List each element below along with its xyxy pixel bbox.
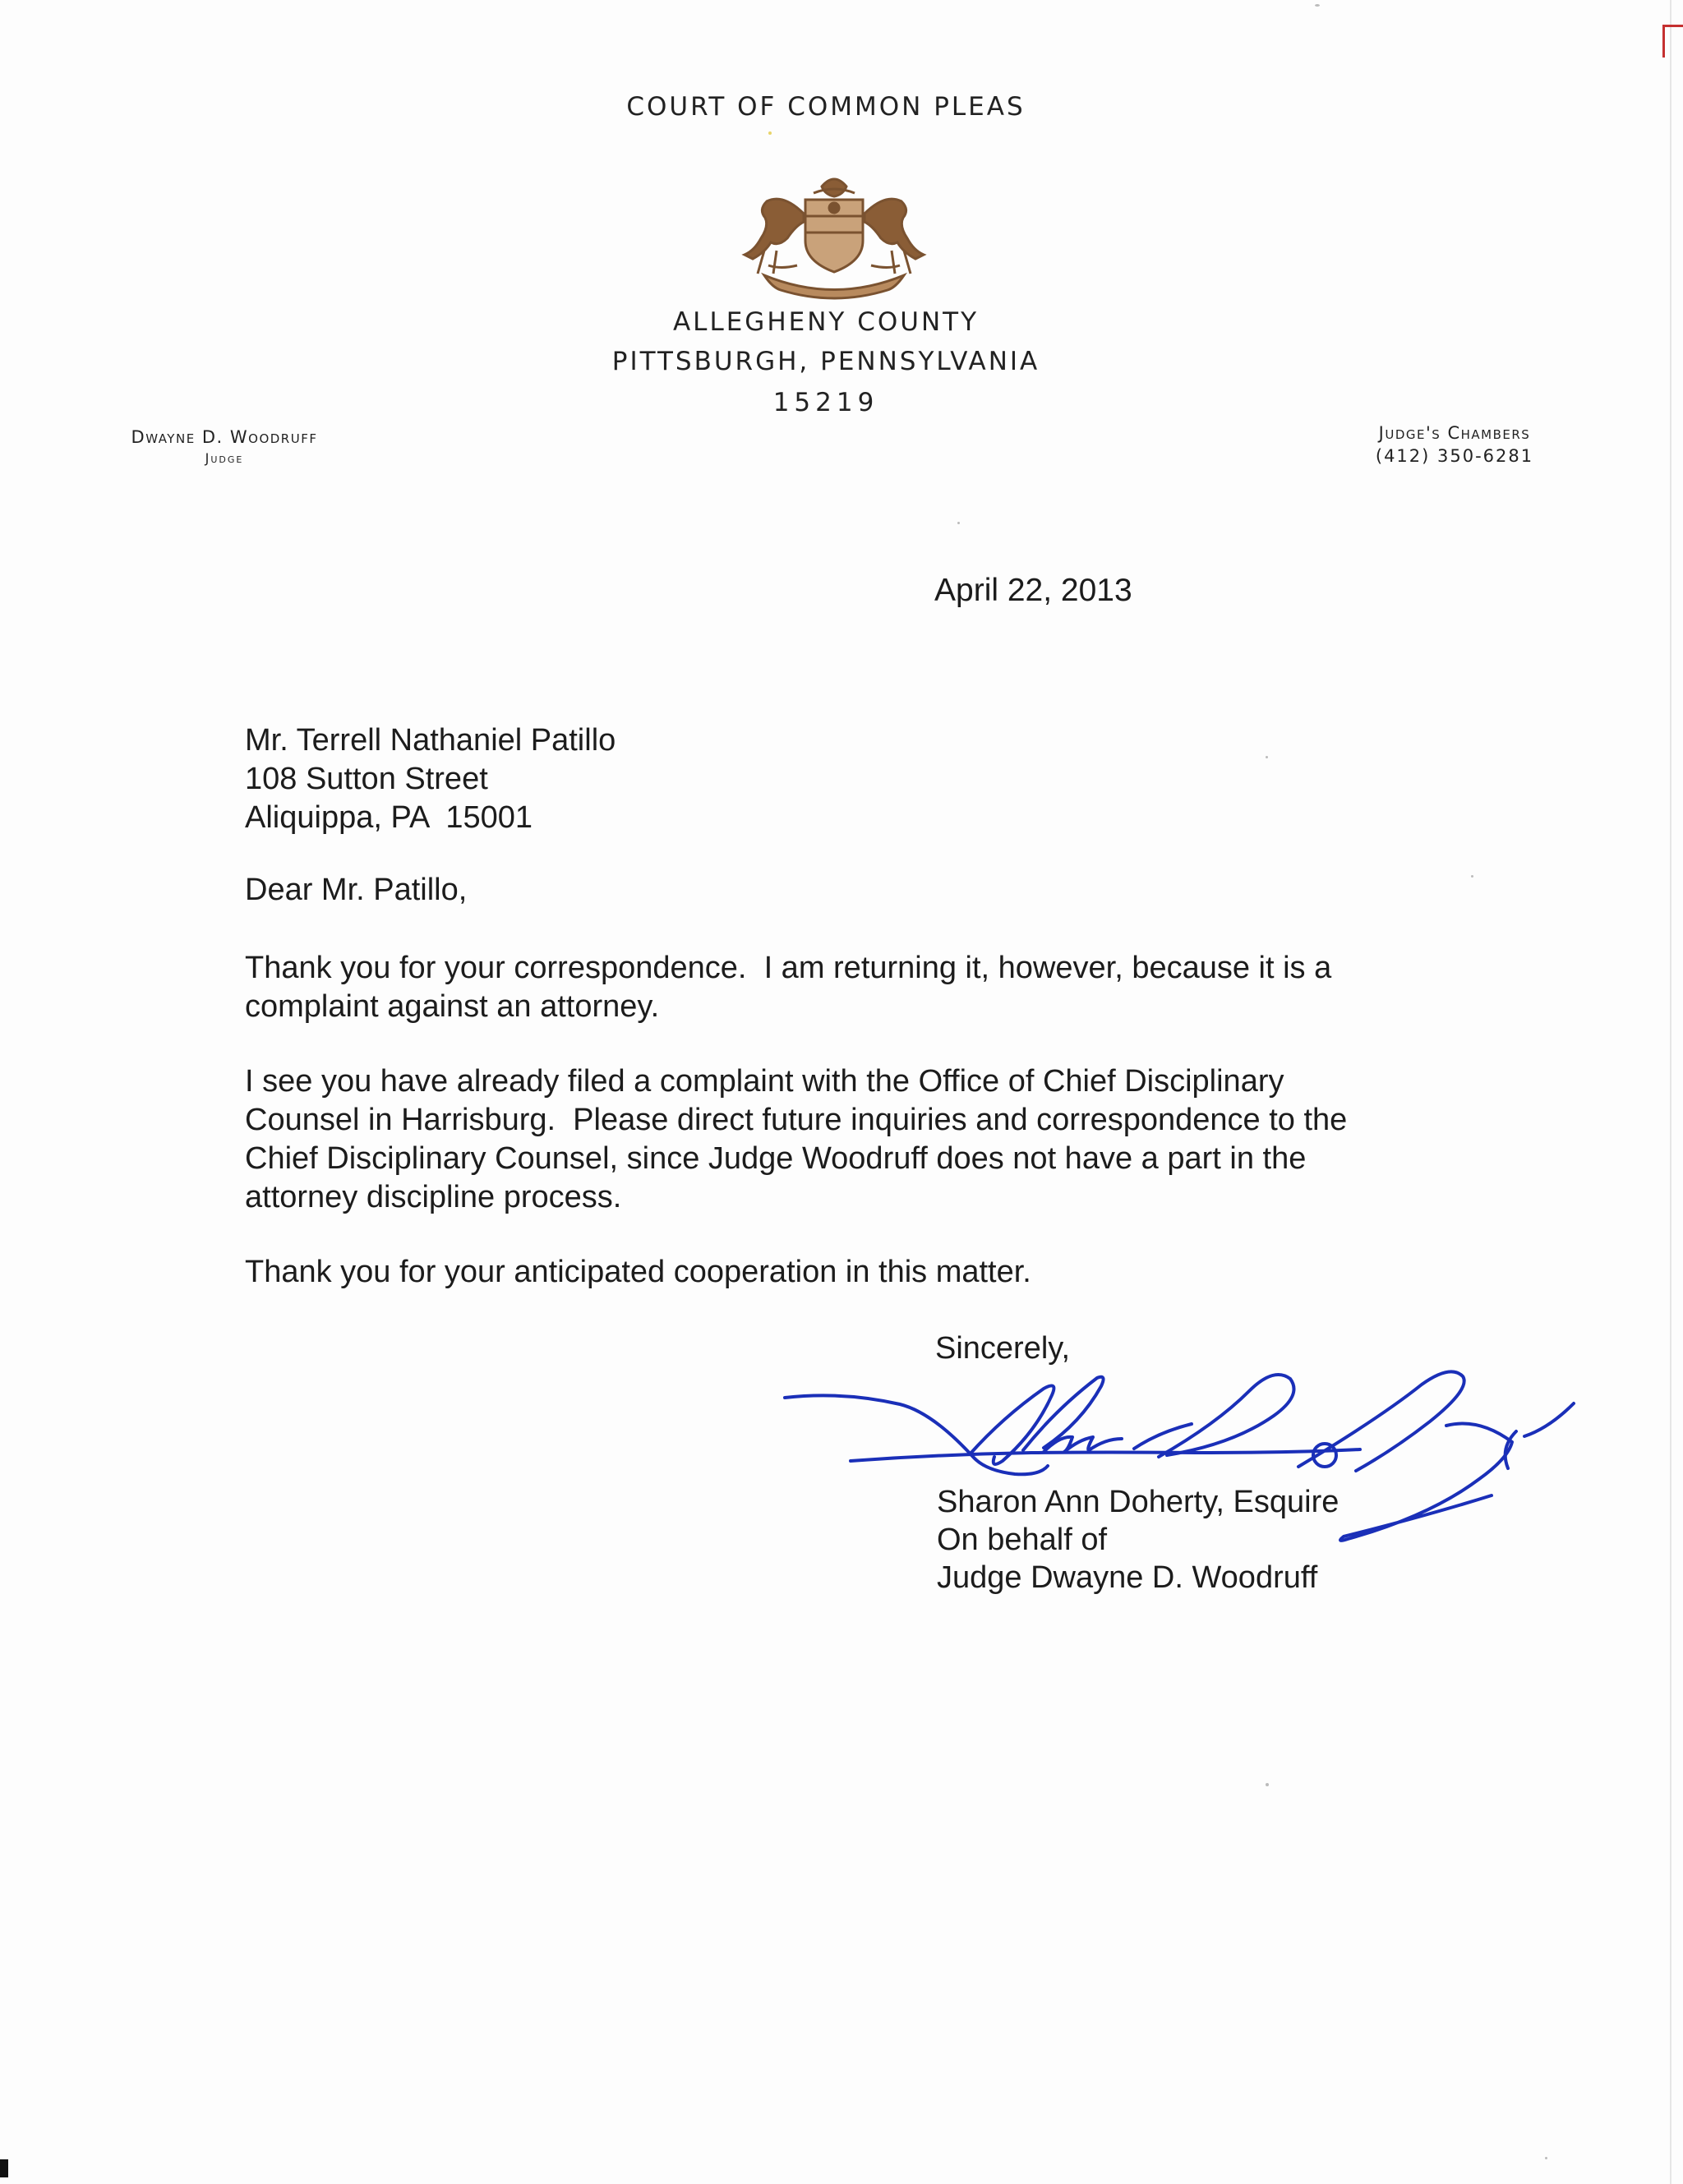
scan-speck — [1266, 1783, 1269, 1786]
recipient-address — [245, 721, 616, 837]
paragraph-3 — [245, 1253, 1478, 1292]
paragraph-2 — [245, 1062, 1478, 1217]
paragraph-line: Chief Disciplinary Counsel, since Judge Woodruff does not have a part in the — [245, 1141, 1307, 1176]
scan-edge-mark-vertical — [1662, 25, 1665, 58]
paragraph-line: Counsel in Harrisburg. Please direct future inquiries and correspondence to the — [245, 1103, 1348, 1137]
scan-edge-mark — [1663, 25, 1683, 27]
pennsylvania-coat-of-arms-seal-icon — [731, 168, 937, 300]
letter-date: April 22, 2013 — [934, 573, 1132, 608]
chambers-block — [1323, 423, 1586, 466]
paragraph-1 — [245, 949, 1478, 1026]
signer-behalf: On behalf of — [937, 1523, 1108, 1557]
chambers-label: Judge's Chambers — [1378, 423, 1531, 443]
handwritten-signature-icon — [772, 1352, 1594, 1557]
scan-speck — [957, 522, 960, 524]
paragraph-line: complaint against an attorney. — [245, 989, 660, 1024]
scan-speck — [1266, 756, 1268, 758]
judge-name-block — [89, 427, 360, 466]
closing: Sincerely, — [935, 1331, 1071, 1366]
judge-title: Judge — [205, 450, 244, 466]
judge-name: Dwayne D. Woodruff — [131, 427, 318, 447]
scan-edge-line — [1670, 0, 1671, 2184]
recipient-name: Mr. Terrell Nathaniel Patillo — [245, 723, 616, 758]
city-state: PITTSBURGH, PENNSYLVANIA — [611, 347, 1040, 376]
zip-code: 15219 — [772, 388, 879, 417]
signer-name: Sharon Ann Doherty, Esquire — [937, 1485, 1339, 1519]
paragraph-line: Thank you for your correspondence. I am returning it, however, because it is a — [245, 951, 1332, 985]
paragraph-line: I see you have already filed a complaint with the Office of Chief Disciplinary — [245, 1064, 1284, 1099]
scan-speck — [1545, 2157, 1547, 2159]
salutation: Dear Mr. Patillo, — [245, 873, 468, 907]
scan-speck — [768, 131, 772, 135]
signer-judge: Judge Dwayne D. Woodruff — [937, 1560, 1318, 1595]
scan-speck — [1315, 4, 1320, 7]
paragraph-line: attorney discipline process. — [245, 1180, 622, 1214]
recipient-street: 108 Sutton Street — [245, 762, 488, 796]
county-name: ALLEGHENY COUNTY — [672, 307, 980, 337]
court-name: COURT OF COMMON PLEAS — [626, 92, 1026, 122]
scan-speck — [1471, 875, 1473, 878]
chambers-phone: (412) 350-6281 — [1375, 446, 1534, 466]
scan-corner-mark — [0, 2159, 8, 2177]
paragraph-line: Thank you for your anticipated cooperation in this matter. — [245, 1255, 1031, 1289]
recipient-city: Aliquippa, PA 15001 — [245, 800, 533, 835]
